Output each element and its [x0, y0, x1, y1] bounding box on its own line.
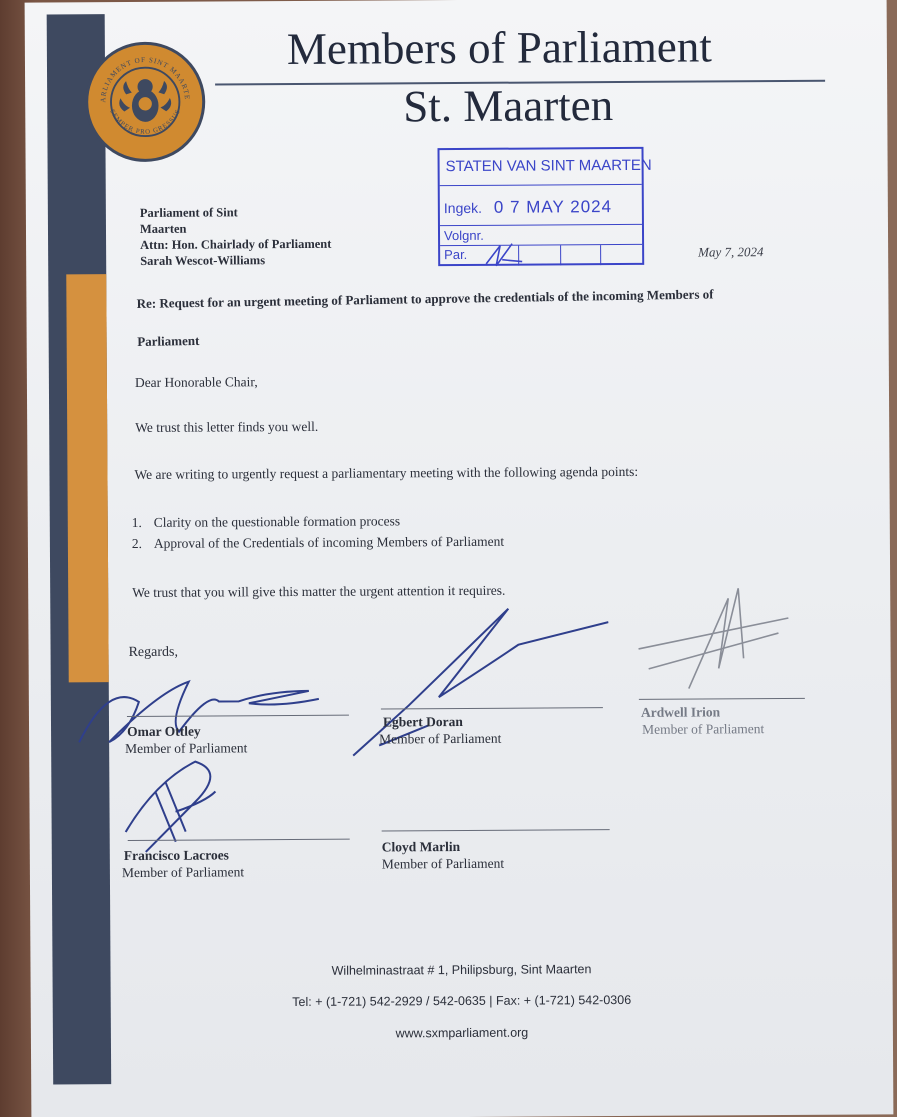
letter-date: May 7, 2024	[698, 244, 764, 260]
signature-scrawl	[628, 578, 799, 699]
stamp-received-date: 0 7 MAY 2024	[493, 197, 613, 217]
agenda-item	[132, 531, 504, 554]
signatory-role: Member of Parliament	[642, 721, 765, 737]
letterhead-title: Members of Parliament	[286, 21, 712, 75]
seal-ring-text-bottom: SEMPER PRO GRESSUS	[108, 108, 183, 136]
agenda-item-number: 1.	[131, 514, 142, 530]
recipient-line: Attn: Hon. Chairlady of Parliament	[140, 236, 332, 252]
greeting: Dear Honorable Chair,	[134, 374, 258, 390]
signatory-name: Omar Ottley	[127, 723, 201, 740]
letterhead-subtitle: St. Maarten	[403, 80, 614, 132]
stamp-received-row	[440, 185, 642, 226]
footer-contact: Tel: + (1-721) 542-2929 / 542-0635 | Fax: + (1-721) 542-0306	[292, 992, 632, 1010]
agenda-list	[132, 510, 504, 554]
stamp-volgnr-label: Volgnr.	[440, 225, 642, 246]
signatory-name: Cloyd Marlin	[381, 838, 461, 855]
signatory-role: Member of Parliament	[381, 855, 505, 872]
body-paragraph: We trust that you will give this matter the urgent attention it requires.	[132, 582, 506, 600]
stamp-cell-divider	[560, 245, 561, 265]
signature-line	[639, 698, 805, 700]
orange-side-band	[66, 274, 108, 682]
stamp-cell-divider	[600, 245, 601, 265]
stamp-title: STATEN VAN SINT MAARTEN	[440, 149, 642, 186]
agenda-item-text: Approval of the Credentials of incoming Members of Parliament	[153, 533, 505, 551]
footer-address: Wilhelminastraat # 1, Philipsburg, Sint Maarten	[331, 962, 592, 978]
recipient-address	[140, 204, 332, 269]
signatory-role: Member of Parliament	[125, 740, 248, 757]
recipient-line: Maarten	[139, 221, 187, 236]
parliament-seal-logo	[85, 42, 206, 163]
seal-ring-text-top: PARLIAMENT OF SINT MAARTEN	[99, 55, 192, 103]
signature-line	[382, 829, 610, 831]
stamp-initials-scrawl	[482, 240, 532, 270]
body-paragraph: We trust this letter finds you well.	[135, 418, 319, 435]
agenda-item	[132, 510, 504, 533]
signature-line	[128, 839, 350, 841]
agenda-item-text: Clarity on the questionable formation process	[153, 513, 401, 530]
signatory-name: Francisco Lacroes	[123, 847, 229, 864]
signatory-role: Member of Parliament	[379, 730, 502, 747]
recipient-line: Parliament of Sint	[139, 205, 238, 220]
closing: Regards,	[128, 644, 179, 661]
signatory-name: Ardwell Irion	[640, 704, 721, 720]
footer-website: www.sxmparliament.org	[395, 1025, 529, 1041]
signatory-role: Member of Parliament	[121, 864, 245, 881]
letter-page	[25, 0, 894, 1117]
agenda-item-number: 2.	[131, 535, 143, 551]
body-paragraph: We are writing to urgently request a parliamentary meeting with the following agenda points:	[134, 463, 639, 482]
recipient-line: Sarah Wescot-Williams	[140, 253, 266, 268]
stamp-received-label: Ingek.	[443, 199, 483, 217]
stamp-par-label: Par.	[444, 246, 468, 263]
subject-line: Re: Request for an urgent meeting of Parliament to approve the credentials of the incoming Members of Parliament	[136, 286, 714, 349]
signatory-name: Egbert Doran	[382, 713, 463, 730]
signature-scrawl	[115, 751, 236, 862]
received-stamp	[437, 147, 652, 266]
